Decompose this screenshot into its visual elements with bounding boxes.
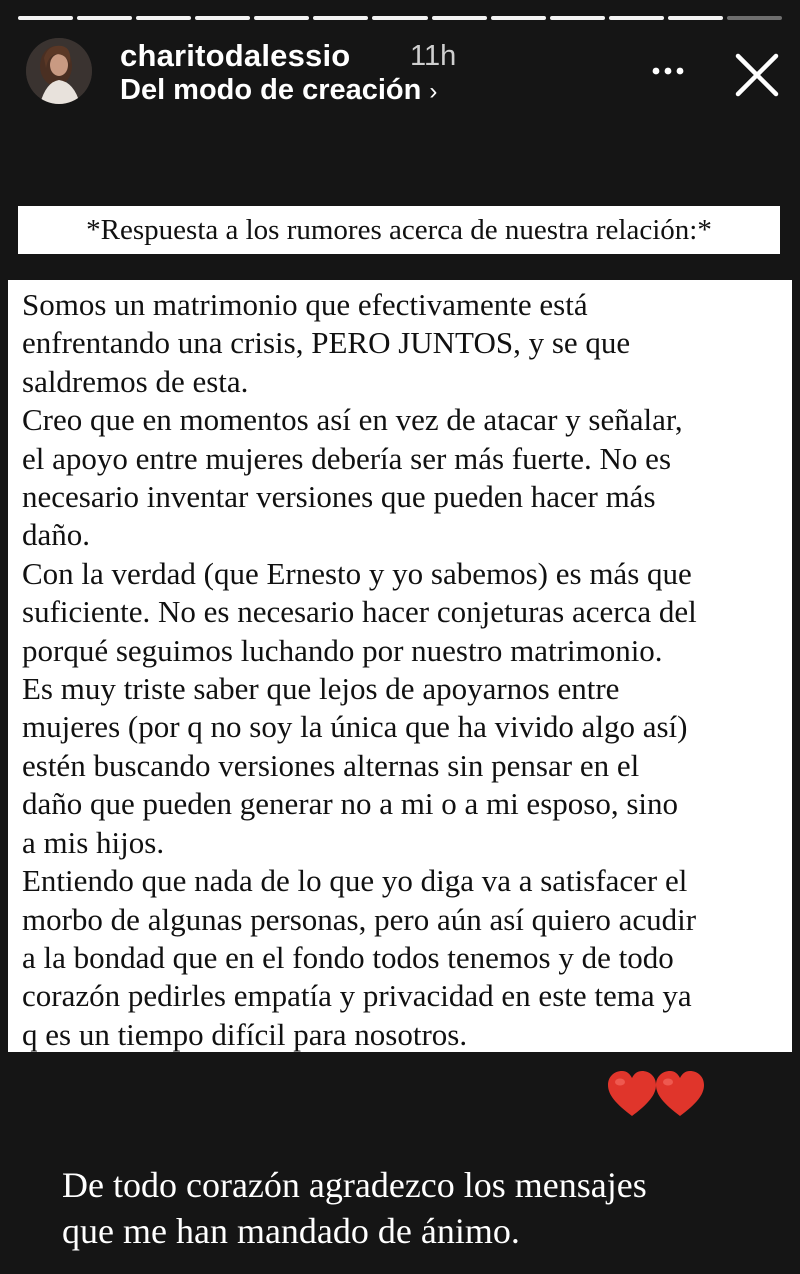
story-progress-bar bbox=[18, 16, 782, 20]
statement-line: necesario inventar versiones que pueden hacer más bbox=[22, 479, 656, 515]
chevron-right-icon: › bbox=[429, 78, 438, 105]
progress-segment bbox=[254, 16, 309, 20]
progress-segment bbox=[313, 16, 368, 20]
statement-line: mujeres (por q no soy la única que ha vivido algo así) bbox=[22, 709, 688, 745]
progress-segment bbox=[136, 16, 191, 20]
statement-line: Creo que en momentos así en vez de atacar y señalar, bbox=[22, 402, 683, 438]
caption-line: De todo corazón agradezco los mensajes bbox=[62, 1165, 647, 1205]
progress-segment bbox=[727, 16, 782, 20]
statement-line: suficiente. No es necesario hacer conjeturas acerca del bbox=[22, 594, 697, 630]
statement-line: porqué seguimos luchando por nuestro matrimonio. bbox=[22, 632, 663, 668]
close-icon bbox=[730, 48, 784, 102]
subtitle-link[interactable] bbox=[120, 74, 437, 107]
statement-line: morbo de algunas personas, pero aún así quiero acudir bbox=[22, 901, 697, 937]
statement-text-box bbox=[8, 280, 792, 1052]
progress-segment bbox=[195, 16, 250, 20]
progress-segment bbox=[668, 16, 723, 20]
more-options-button[interactable] bbox=[646, 58, 690, 84]
statement-line: corazón pedirles empatía y privacidad en este tema ya bbox=[22, 978, 692, 1014]
progress-segment bbox=[77, 16, 132, 20]
avatar[interactable] bbox=[26, 38, 92, 104]
progress-segment bbox=[609, 16, 664, 20]
progress-segment bbox=[372, 16, 427, 20]
statement-line: el apoyo entre mujeres debería ser más fuerte. No es bbox=[22, 440, 672, 476]
red-heart-icon bbox=[606, 1068, 706, 1120]
hearts-emoji bbox=[606, 1068, 706, 1120]
more-horizontal-icon bbox=[646, 58, 690, 84]
progress-segment bbox=[550, 16, 605, 20]
statement-line: estén buscando versiones alternas sin pensar en el bbox=[22, 747, 640, 783]
statement-heading: *Respuesta a los rumores acerca de nuestra relación:* bbox=[18, 206, 780, 254]
statement-line: saldremos de esta. bbox=[22, 363, 249, 399]
progress-segment bbox=[432, 16, 487, 20]
story-timestamp: 11h bbox=[410, 40, 457, 72]
progress-segment bbox=[18, 16, 73, 20]
progress-segment bbox=[491, 16, 546, 20]
statement-line: daño. bbox=[22, 517, 91, 553]
subtitle-label: Del modo de creación bbox=[120, 74, 422, 106]
statement-line: q es un tiempo difícil para nosotros. bbox=[22, 1016, 468, 1052]
statement-line: enfrentando una crisis, PERO JUNTOS, y se que bbox=[22, 325, 631, 361]
close-button[interactable] bbox=[730, 48, 784, 102]
avatar-photo bbox=[26, 38, 92, 104]
statement-line: Entiendo que nada de lo que yo diga va a satisfacer el bbox=[22, 863, 688, 899]
statement-line: a mis hijos. bbox=[22, 824, 165, 860]
caption-line: que me han mandado de ánimo. bbox=[62, 1211, 520, 1251]
story-caption bbox=[62, 1162, 782, 1254]
username[interactable]: charitodalessio bbox=[120, 38, 351, 73]
statement-line: daño que pueden generar no a mi o a mi esposo, sino bbox=[22, 786, 678, 822]
statement-line: Somos un matrimonio que efectivamente está bbox=[22, 287, 588, 322]
statement-line: Con la verdad (que Ernesto y yo sabemos) es más que bbox=[22, 555, 692, 591]
statement-line: Es muy triste saber que lejos de apoyarnos entre bbox=[22, 671, 620, 707]
statement-line: a la bondad que en el fondo todos tenemos y de todo bbox=[22, 939, 674, 975]
